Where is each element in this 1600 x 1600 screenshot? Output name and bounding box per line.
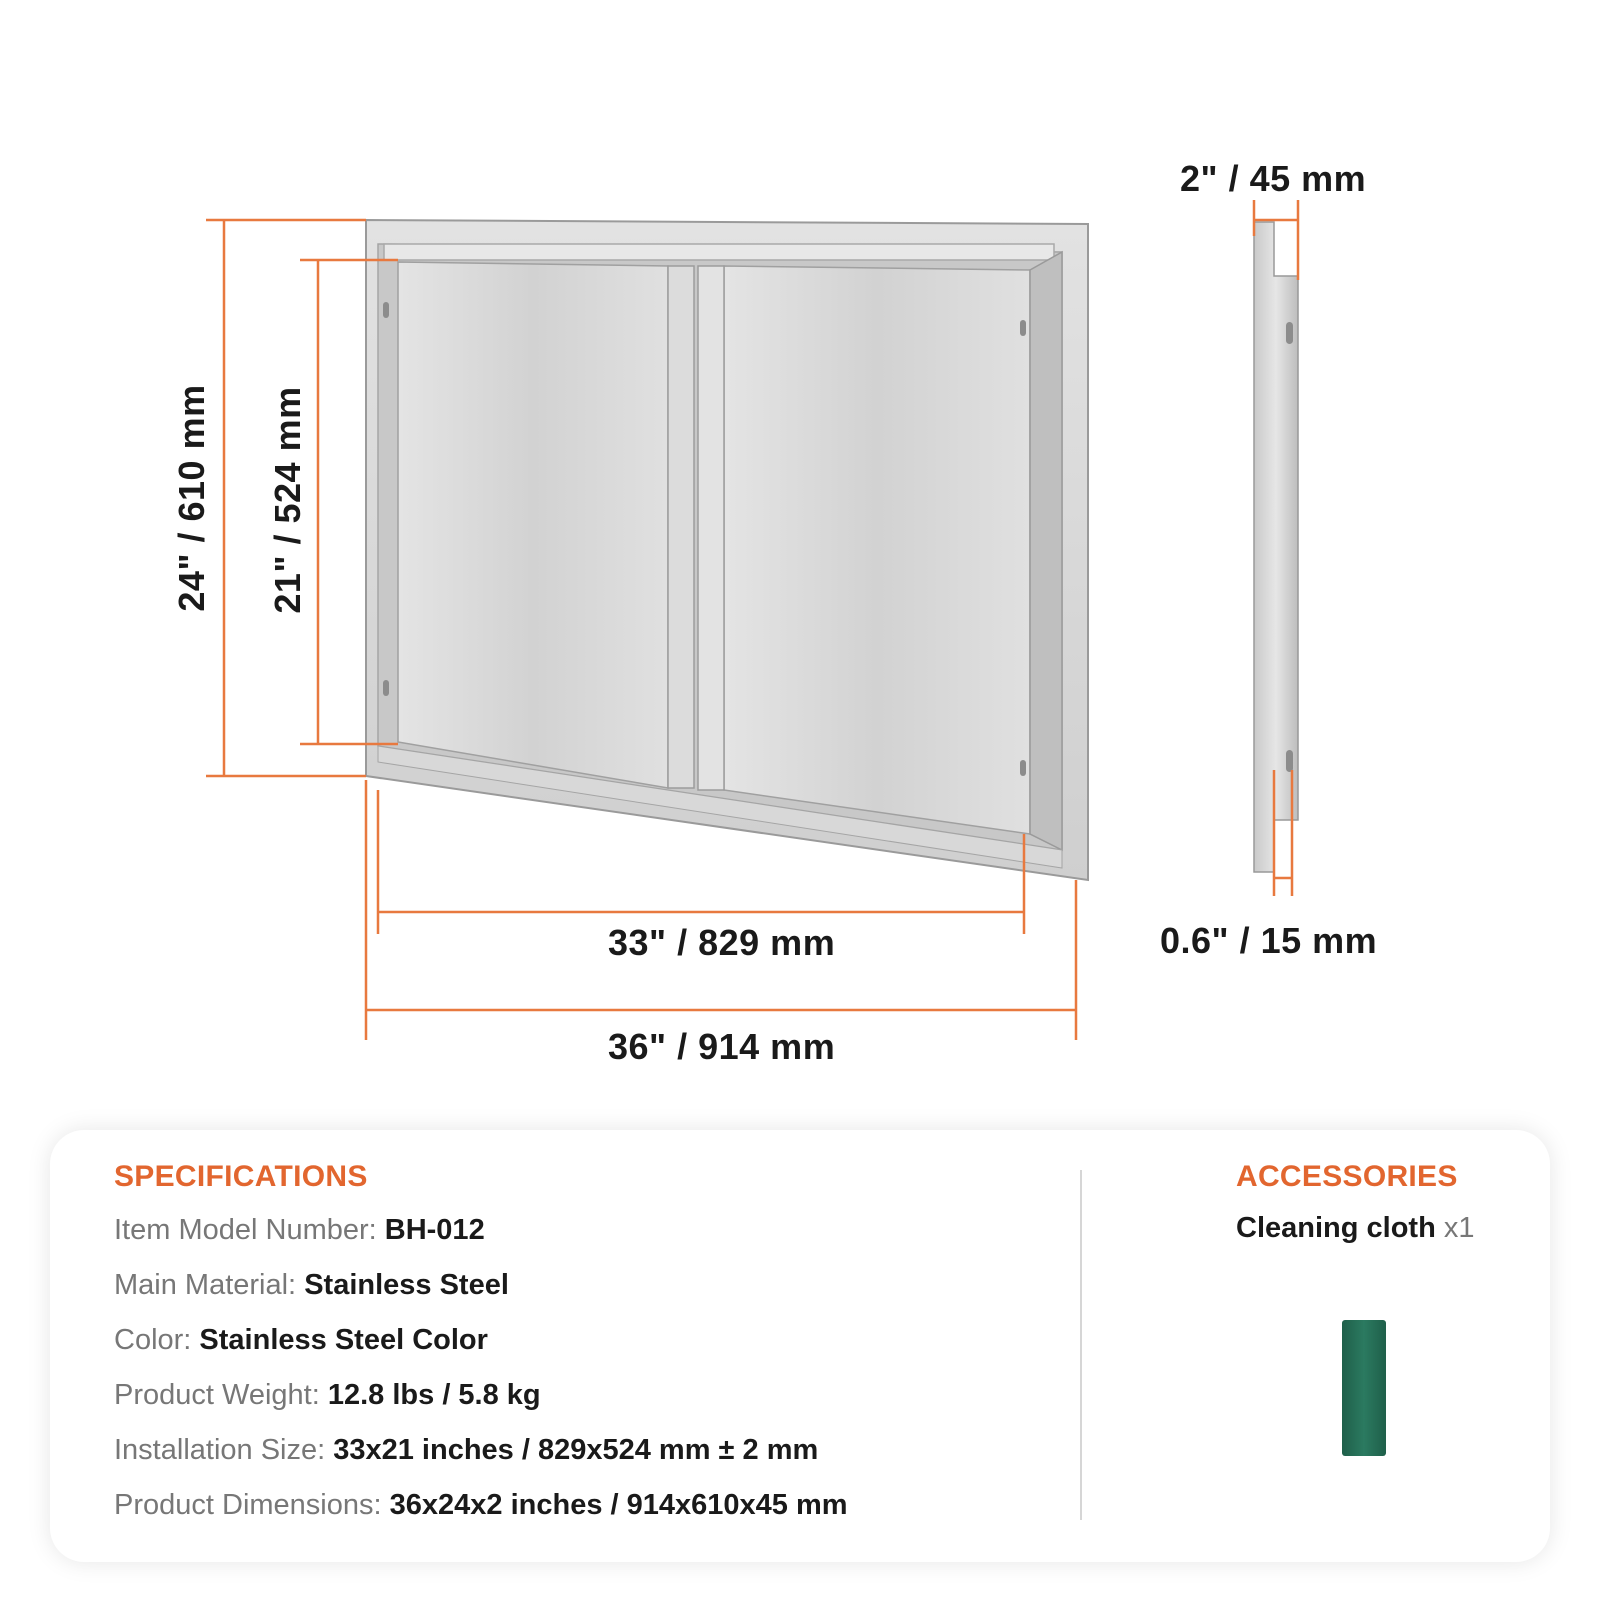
mount-slot — [383, 302, 389, 318]
outer-width-label: 36" / 914 mm — [608, 1026, 836, 1067]
spec-row-weight — [114, 1379, 541, 1412]
column-divider — [1080, 1170, 1082, 1520]
spec-value: Stainless Steel Color — [199, 1324, 488, 1356]
accessory-name: Cleaning cloth — [1236, 1212, 1436, 1244]
cleaning-cloth-image — [1342, 1320, 1386, 1456]
right-door-panel — [724, 266, 1030, 834]
side-slot — [1286, 322, 1293, 344]
spec-row-material — [114, 1269, 509, 1302]
spec-row-color — [114, 1324, 488, 1357]
spec-row-model — [114, 1214, 485, 1247]
inner-height-label: 21" / 524 mm — [267, 386, 308, 614]
left-door-panel — [398, 262, 668, 788]
spec-label: Product Dimensions: — [114, 1489, 382, 1521]
spec-label: Color: — [114, 1324, 192, 1356]
frame-right-edge — [1030, 252, 1062, 850]
spec-value: 36x24x2 inches / 914x610x45 mm — [389, 1489, 848, 1521]
spec-value: Stainless Steel — [304, 1269, 509, 1301]
spec-label: Product Weight: — [114, 1379, 320, 1411]
spec-label: Item Model Number: — [114, 1214, 377, 1246]
outer-height-label: 24" / 610 mm — [171, 384, 212, 612]
depth-label: 2" / 45 mm — [1180, 158, 1367, 199]
spec-value: 33x21 inches / 829x524 mm ± 2 mm — [333, 1434, 819, 1466]
spec-value: 12.8 lbs / 5.8 kg — [327, 1379, 541, 1411]
left-handle — [668, 266, 694, 788]
accessories-title: ACCESSORIES — [1236, 1160, 1458, 1193]
accessory-item — [1236, 1212, 1475, 1245]
flange-label: 0.6" / 15 mm — [1160, 920, 1378, 961]
inner-width-label: 33" / 829 mm — [608, 922, 836, 963]
accessory-qty: x1 — [1443, 1212, 1475, 1244]
spec-card — [50, 1130, 1550, 1562]
side-slot — [1286, 750, 1293, 772]
spec-label: Main Material: — [114, 1269, 297, 1301]
spec-row-dimensions — [114, 1489, 848, 1522]
mount-slot — [383, 680, 389, 696]
right-handle — [698, 266, 724, 790]
spec-row-installation-size — [114, 1434, 818, 1467]
spec-label: Installation Size: — [114, 1434, 326, 1466]
specifications-title: SPECIFICATIONS — [114, 1160, 368, 1193]
mount-slot — [1020, 760, 1026, 776]
top-bar — [384, 244, 1054, 260]
spec-value: BH-012 — [384, 1214, 485, 1246]
mount-slot — [1020, 320, 1026, 336]
